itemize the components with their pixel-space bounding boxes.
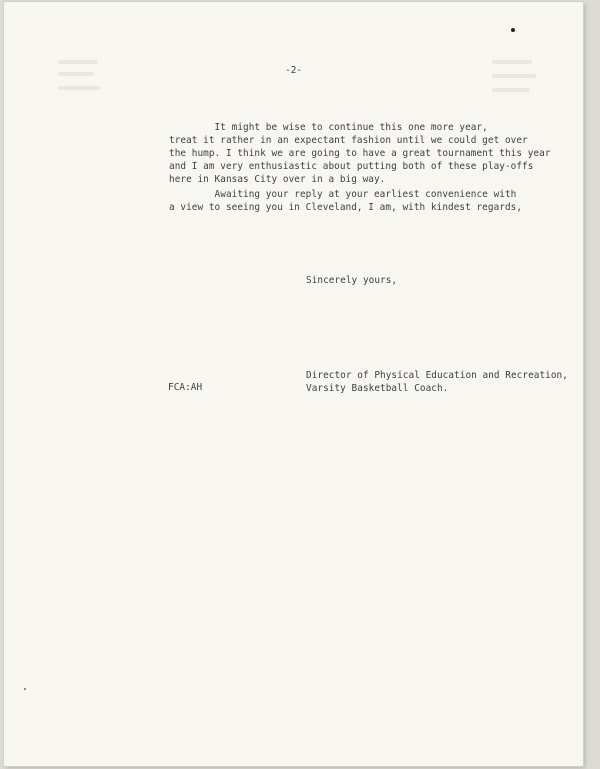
bleed-through-mark — [58, 86, 100, 90]
bleed-through-mark — [492, 74, 536, 78]
bleed-through-mark — [492, 88, 530, 92]
body-paragraph: It might be wise to continue this one more year, treat it rather in an expectant fashion until we could get over the hump. I think we are going to have a great tournament this year and I am very enthusiastic about putting both of these play-offs here in Kansas City over in a big way. — [169, 122, 551, 185]
bleed-through-mark — [58, 72, 94, 76]
complimentary-close: Sincerely yours, — [306, 275, 398, 286]
reference-initials: FCA:AH — [168, 382, 203, 393]
bleed-through-mark — [492, 60, 532, 64]
page-number: -2- — [285, 65, 303, 76]
ink-speck — [511, 28, 515, 32]
letter-page — [4, 2, 583, 766]
signature-block: Director of Physical Education and Recreation, Varsity Basketball Coach. — [306, 370, 568, 394]
bleed-through-mark — [58, 60, 98, 64]
ink-speck — [24, 688, 26, 690]
body-paragraph: Awaiting your reply at your earliest convenience with a view to seeing you in Cleveland, I am, with kindest regards, — [169, 189, 523, 213]
